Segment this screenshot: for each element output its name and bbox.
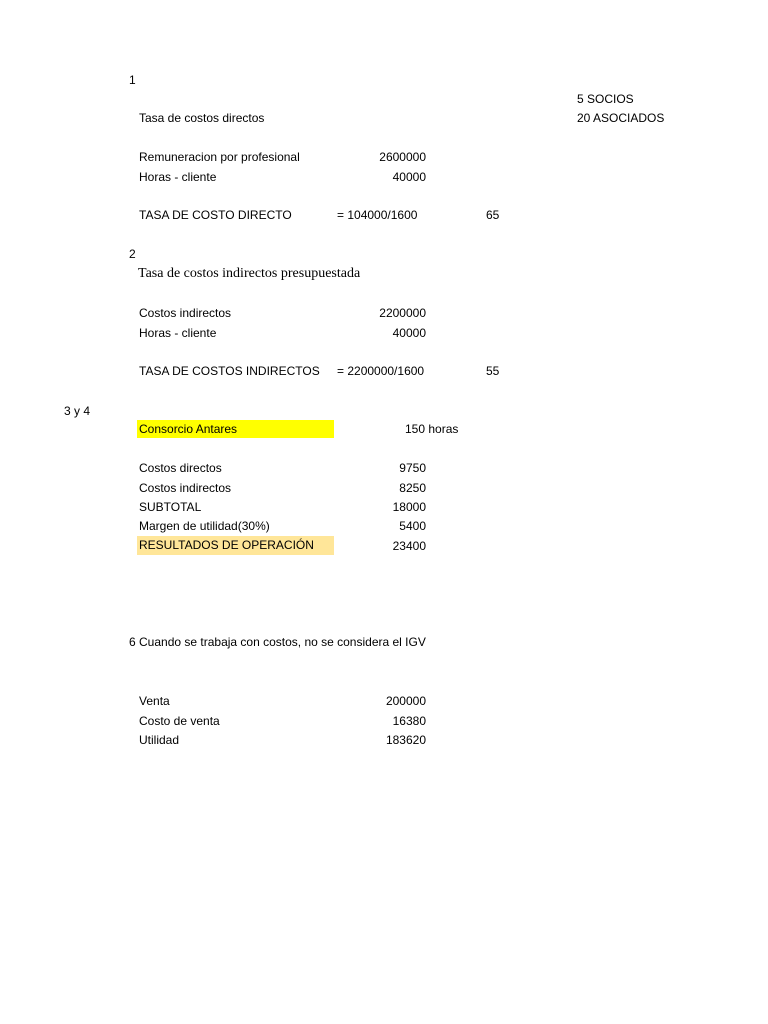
row-label: Venta [139, 694, 170, 708]
row-label: Costo de venta [139, 714, 220, 728]
subtotal-value: 18000 [392, 500, 426, 514]
row-label: Utilidad [139, 733, 180, 747]
subtotal-label: SUBTOTAL [139, 500, 202, 514]
row-value: 200000 [385, 694, 426, 708]
operating-result-value: 23400 [392, 539, 426, 553]
section-number-1: 1 [129, 73, 136, 87]
row-value: 9750 [399, 461, 426, 475]
section-title-direct-costs: Tasa de costos directos [139, 111, 265, 125]
row-label: Costos directos [139, 461, 222, 475]
row-value: 8250 [399, 481, 426, 495]
row-value: 40000 [392, 170, 426, 184]
row-value: 5400 [399, 519, 426, 533]
row-label: Horas - cliente [139, 170, 217, 184]
row-value: 183620 [385, 733, 426, 747]
client-hours: 150 horas [405, 422, 459, 436]
row-value: 2600000 [379, 150, 426, 164]
client-name-highlight: Consorcio Antares [137, 420, 334, 438]
direct-cost-rate-result: 65 [486, 208, 500, 222]
associates-label: 20 ASOCIADOS [577, 111, 665, 125]
row-value: 40000 [392, 326, 426, 340]
section-number-3-4: 3 y 4 [64, 404, 91, 418]
indirect-cost-rate-label: TASA DE COSTOS INDIRECTOS [139, 364, 320, 378]
row-label: Horas - cliente [139, 326, 217, 340]
section-number-2: 2 [129, 247, 136, 261]
row-value: 2200000 [379, 306, 426, 320]
indirect-cost-rate-result: 55 [486, 364, 500, 378]
section-title-indirect-costs: Tasa de costos indirectos presupuestada [138, 266, 361, 281]
row-value: 16380 [392, 714, 426, 728]
partners-label: 5 SOCIOS [577, 92, 634, 106]
operating-result-highlight: RESULTADOS DE OPERACIÓN [137, 536, 334, 555]
row-label: Remuneracion por profesional [139, 150, 300, 164]
row-label: Costos indirectos [139, 306, 232, 320]
row-label: Margen de utilidad(30%) [139, 519, 270, 533]
direct-cost-rate-label: TASA DE COSTO DIRECTO [139, 208, 292, 222]
direct-cost-rate-formula: = 104000/1600 [337, 208, 418, 222]
indirect-cost-rate-formula: = 2200000/1600 [337, 364, 425, 378]
row-label: Costos indirectos [139, 481, 232, 495]
section-6-note: 6 Cuando se trabaja con costos, no se considera el IGV [129, 635, 426, 649]
